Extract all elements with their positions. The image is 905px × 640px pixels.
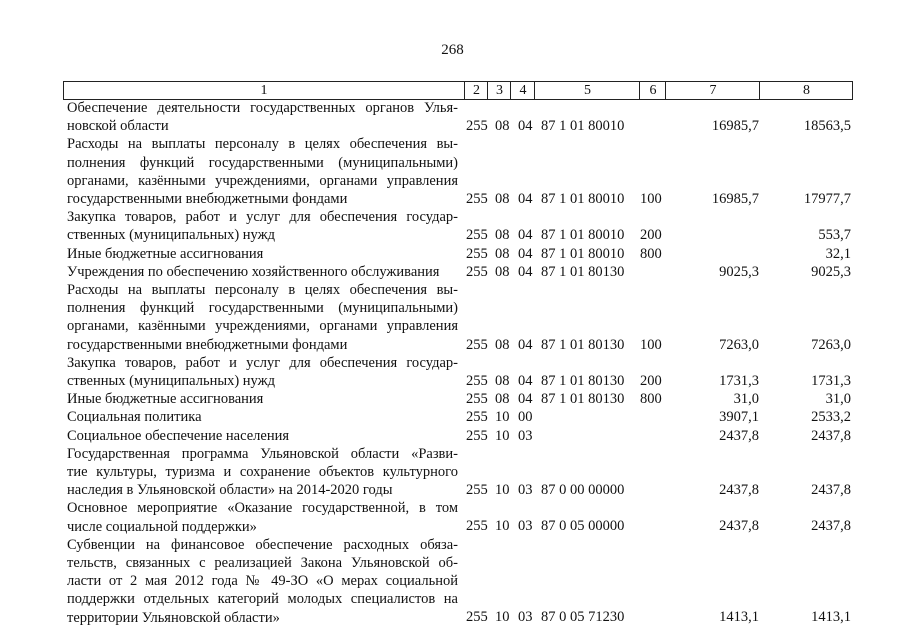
cell-col-7: 2437,8 [719,482,759,499]
description-line: Обеспечение деятельности государственных органов Улья- [67,100,458,116]
cell-col-4: 04 [518,190,533,207]
table-body [0,99,905,627]
cell-col-4: 04 [518,372,533,389]
description-line: тие культуры, туризма и сохранение объектов культурного [67,463,458,480]
description-line: полнения функций государственными (муниципальными) [67,300,458,317]
table-header [63,81,853,100]
description-line: наследия в Ульяновской области» на 2014-2020 годы [67,482,393,499]
cell-col-5: 87 1 01 80130 [541,391,625,408]
cell-col-5: 87 1 01 80010 [541,227,625,244]
cell-col-6: 200 [640,227,662,244]
cell-col-7: 16985,7 [711,190,759,207]
cell-col-7: 7263,0 [719,336,759,353]
cell-col-6: 800 [640,245,662,262]
cell-col-4: 04 [518,245,533,262]
table-row [0,536,905,627]
table-row [0,408,905,426]
cell-col-2: 255 [466,336,488,353]
cell-col-4: 03 [518,518,533,535]
row-description [67,408,458,426]
cell-col-5: 87 0 05 00000 [541,518,625,535]
description-line: поддержки отдельных категорий молодых специалистов на [67,591,458,608]
table-row [0,263,905,281]
cell-col-5: 87 1 01 80130 [541,372,625,389]
cell-col-8: 31,0 [825,391,851,408]
cell-col-2: 255 [466,391,488,408]
cell-col-4: 03 [518,609,533,626]
cell-col-2: 255 [466,427,488,444]
cell-col-6: 200 [640,372,662,389]
column-header: 6 [639,82,666,99]
cell-col-7: 3907,1 [719,409,759,426]
description-line: Субвенции на финансовое обеспечение расходных обяза- [67,536,458,553]
cell-col-3: 08 [495,336,510,353]
cell-col-3: 08 [495,263,510,280]
page-number: 268 [441,42,464,58]
row-description [67,427,458,445]
cell-col-3: 08 [495,118,510,135]
description-line: тельств, связанных с реализацией Закона Ульяновской об- [67,554,458,571]
cell-col-8: 2437,8 [811,482,851,499]
description-line: новской области [67,118,169,135]
cell-col-4: 03 [518,427,533,444]
table-row [0,135,905,208]
cell-col-7: 2437,8 [719,427,759,444]
column-header: 4 [510,82,535,99]
cell-col-4: 04 [518,263,533,280]
row-description [67,135,458,208]
column-header: 2 [464,82,488,99]
table-row [0,445,905,500]
cell-col-4: 04 [518,227,533,244]
description-line: Расходы на выплаты персоналу в целях обеспечения вы- [67,281,458,298]
row-description [67,390,458,408]
cell-col-2: 255 [466,118,488,135]
table-row [0,354,905,390]
cell-col-7: 9025,3 [719,263,759,280]
cell-col-8: 18563,5 [803,118,851,135]
cell-col-2: 255 [466,372,488,389]
description-line: Закупка товаров, работ и услуг для обеспечения государ- [67,354,458,371]
cell-col-7: 1413,1 [719,609,759,626]
cell-col-5: 87 1 01 80130 [541,263,625,280]
row-description [67,263,458,281]
row-description [67,445,458,500]
cell-col-4: 04 [518,118,533,135]
cell-col-4: 04 [518,391,533,408]
table-row [0,499,905,535]
cell-col-3: 10 [495,427,510,444]
cell-col-3: 08 [495,372,510,389]
cell-col-7: 2437,8 [719,518,759,535]
column-header: 5 [534,82,640,99]
cell-col-4: 03 [518,482,533,499]
cell-col-2: 255 [466,518,488,535]
cell-col-8: 7263,0 [811,336,851,353]
description-line: Иные бюджетные ассигнования [67,245,264,262]
table-row [0,208,905,244]
description-line: Иные бюджетные ассигнования [67,391,264,408]
cell-col-2: 255 [466,482,488,499]
description-line: полнения функций государственными (муниципальными) [67,154,458,171]
description-line: Закупка товаров, работ и услуг для обеспечения государ- [67,209,458,226]
cell-col-8: 1731,3 [811,372,851,389]
column-header: 3 [487,82,511,99]
cell-col-5: 87 1 01 80010 [541,245,625,262]
cell-col-4: 00 [518,409,533,426]
description-line: ственных (муниципальных) нужд [67,372,275,389]
row-description [67,208,458,244]
row-description [67,536,458,627]
description-line: числе социальной поддержки» [67,518,257,535]
cell-col-8: 2533,2 [811,409,851,426]
cell-col-7: 1731,3 [719,372,759,389]
description-line: Государственная программа Ульяновской области «Разви- [67,445,458,462]
column-header: 7 [665,82,760,99]
table-row [0,245,905,263]
description-line: Социальная политика [67,409,202,426]
cell-col-5: 87 1 01 80010 [541,190,625,207]
description-line: государственными внебюджетными фондами [67,191,348,207]
description-line: органами, казёнными учреждениями, органами управления [67,318,458,335]
cell-col-8: 17977,7 [803,190,851,207]
cell-col-5: 87 1 01 80130 [541,336,625,353]
description-line: Учреждения по обеспечению хозяйственного обслуживания [67,263,440,280]
cell-col-4: 04 [518,336,533,353]
cell-col-2: 255 [466,190,488,207]
cell-col-3: 10 [495,609,510,626]
cell-col-7: 31,0 [733,391,759,408]
cell-col-3: 08 [495,245,510,262]
cell-col-6: 100 [640,190,662,207]
description-line: территории Ульяновской области» [67,609,280,626]
description-line: Социальное обеспечение населения [67,427,290,444]
cell-col-5: 87 0 05 71230 [541,609,625,626]
cell-col-3: 10 [495,409,510,426]
cell-col-3: 08 [495,190,510,207]
description-line: Основное мероприятие «Оказание государственной, в том [67,500,458,517]
cell-col-8: 32,1 [825,245,851,262]
cell-col-2: 255 [466,227,488,244]
row-description [67,281,458,354]
table-row [0,99,905,135]
description-line: Расходы на выплаты персоналу в целях обеспечения вы- [67,136,458,153]
cell-col-2: 255 [466,263,488,280]
cell-col-3: 08 [495,391,510,408]
description-line: органами, казёнными учреждениями, органами управления [67,172,458,189]
cell-col-8: 2437,8 [811,427,851,444]
row-description [67,99,458,135]
table-row [0,427,905,445]
description-line: ласти от 2 мая 2012 года № 49-ЗО «О мерах социальной [67,573,458,590]
cell-col-6: 800 [640,391,662,408]
table-row [0,281,905,354]
cell-col-3: 08 [495,227,510,244]
row-description [67,245,458,263]
cell-col-5: 87 1 01 80010 [541,118,625,135]
cell-col-7: 16985,7 [711,118,759,135]
row-description [67,354,458,390]
column-header: 8 [759,82,853,99]
row-description [67,499,458,535]
cell-col-8: 2437,8 [811,518,851,535]
cell-col-2: 255 [466,245,488,262]
column-header: 1 [260,83,268,98]
cell-col-2: 255 [466,609,488,626]
description-line: государственными внебюджетными фондами [67,336,348,353]
cell-col-3: 10 [495,482,510,499]
cell-col-2: 255 [466,409,488,426]
cell-col-5: 87 0 00 00000 [541,482,625,499]
cell-col-3: 10 [495,518,510,535]
cell-col-8: 9025,3 [811,263,851,280]
cell-col-8: 553,7 [818,227,851,244]
cell-col-6: 100 [640,336,662,353]
cell-col-8: 1413,1 [811,609,851,626]
table-row [0,390,905,408]
description-line: ственных (муниципальных) нужд [67,227,275,244]
